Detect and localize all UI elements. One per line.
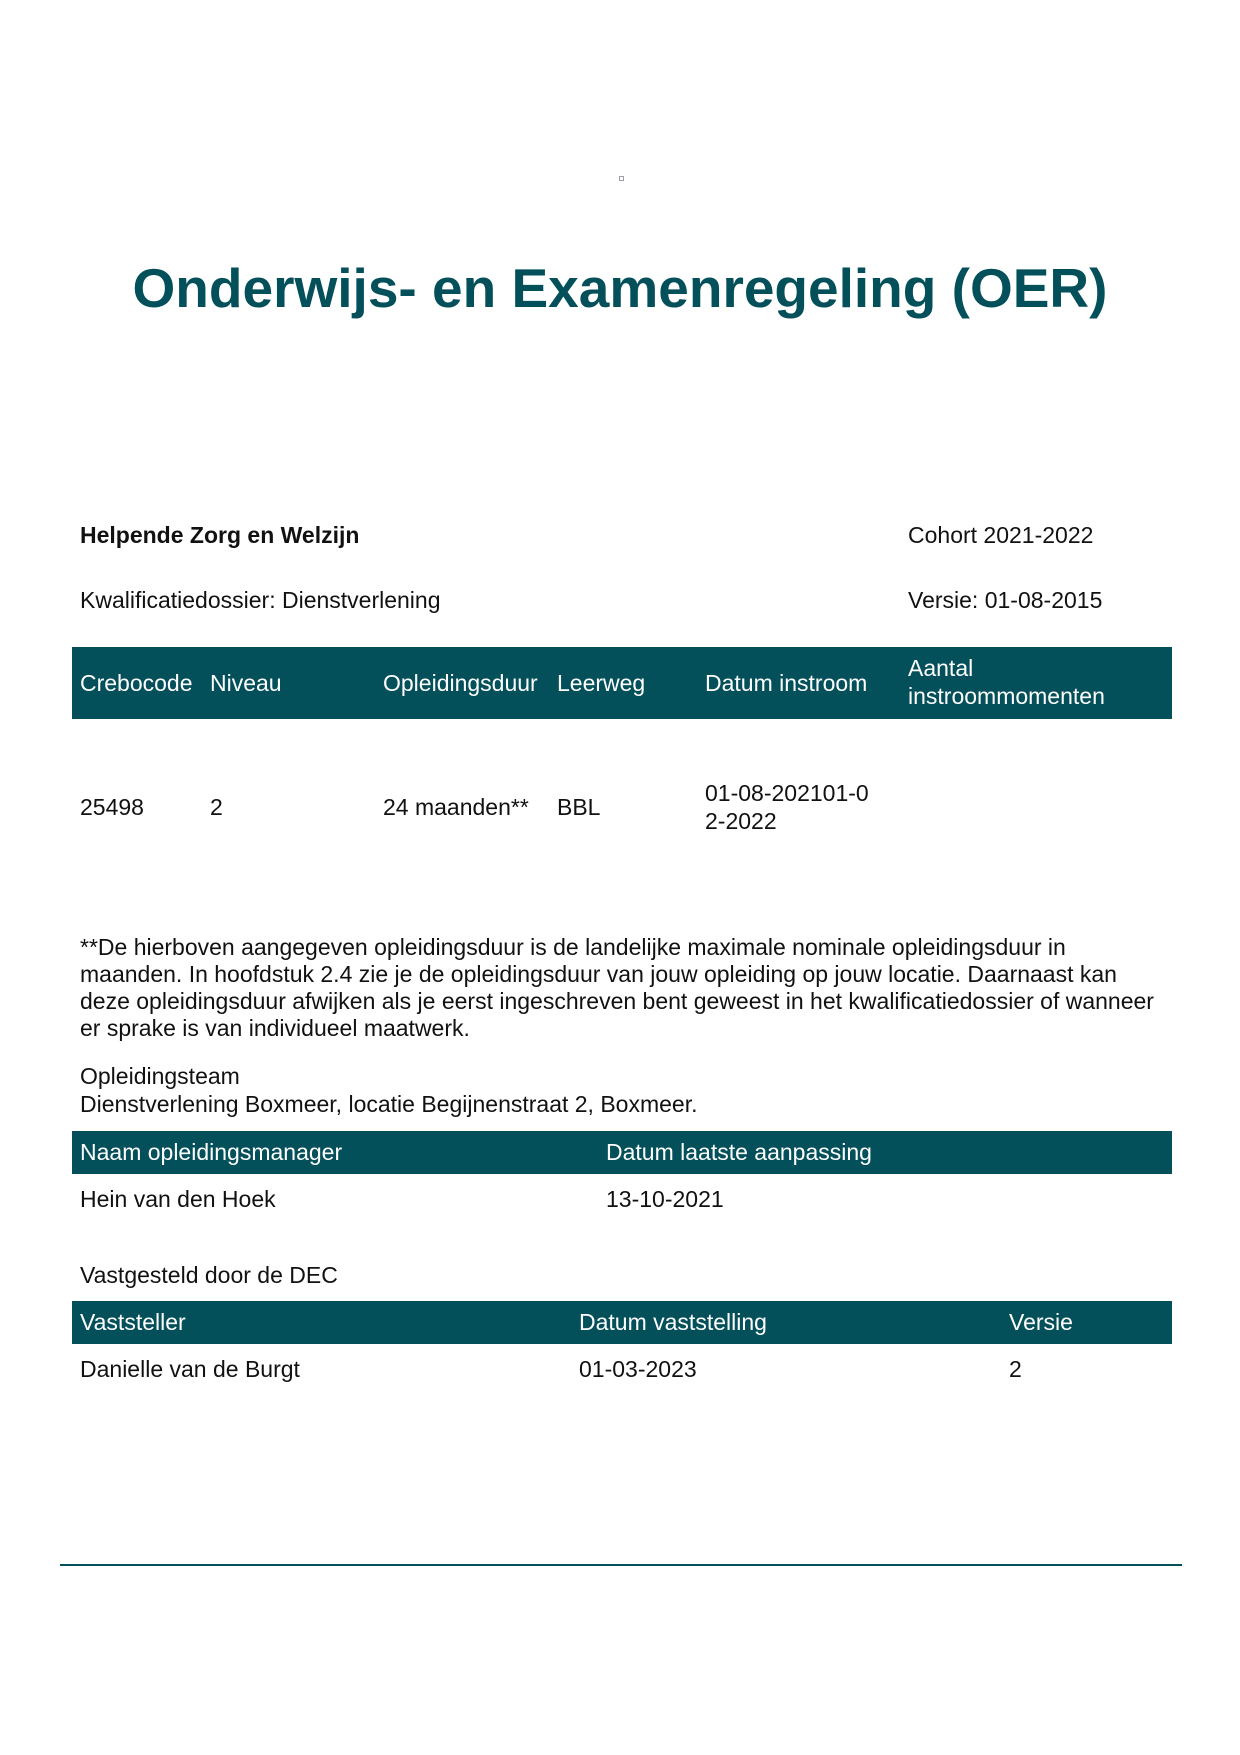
duration-note: **De hierboven aangegeven opleidingsduur is de landelijke maximale nominale opleidingsduur in maanden. In hoofdstuk 2.4 zie je de opleidingsduur van jouw opleiding op jouw locatie. Daarnaast kan deze opleidingsduur afwijken als je eerst ingeschreven bent geweest in het kwalificatiedossier of wanneer er sprake is van individueel maatwerk. [80, 934, 1154, 1041]
cell-last-modified: 13-10-2021 [606, 1186, 724, 1212]
header-vaststeller: Vaststeller [80, 1309, 186, 1335]
cell-crebocode: 25498 [80, 794, 144, 820]
page-title: Onderwijs- en Examenregeling (OER) [132, 257, 1108, 319]
cell-datum-instroom: 01-08-202101-02-2022 [705, 780, 869, 834]
cell-manager-name: Hein van den Hoek [80, 1186, 276, 1212]
header-leerweg: Leerweg [557, 670, 646, 696]
cell-opleidingsduur: 24 maanden** [383, 794, 529, 820]
header-aantal-instroommomenten: Aantal instroommomenten [908, 655, 1105, 709]
team-label: Opleidingsteam [80, 1063, 240, 1089]
image-placeholder-icon [619, 176, 624, 181]
manager-table-row [72, 1178, 1172, 1221]
dossier-label: Kwalificatiedossier: Dienstverlening [80, 587, 441, 613]
header-naam-opleidingsmanager: Naam opleidingsmanager [80, 1139, 343, 1165]
cell-niveau: 2 [210, 794, 223, 820]
header-niveau: Niveau [210, 670, 282, 696]
team-location: Dienstverlening Boxmeer, locatie Begijnenstraat 2, Boxmeer. [80, 1091, 698, 1117]
manager-table-header [72, 1131, 1172, 1174]
header-crebocode: Crebocode [80, 670, 193, 696]
program-name: Helpende Zorg en Welzijn [80, 522, 360, 548]
header-versie: Versie [1009, 1309, 1073, 1335]
cell-datum-vaststelling: 01-03-2023 [579, 1356, 697, 1382]
program-table-row [72, 776, 1172, 836]
dec-label: Vastgesteld door de DEC [80, 1262, 338, 1288]
cohort-label: Cohort 2021-2022 [908, 522, 1094, 548]
program-table-header [72, 647, 1172, 719]
header-datum-instroom: Datum instroom [705, 670, 868, 696]
footer-divider [60, 1564, 1182, 1566]
version-label: Versie: 01-08-2015 [908, 587, 1103, 613]
cell-vaststeller: Danielle van de Burgt [80, 1356, 300, 1382]
dec-table-header [72, 1301, 1172, 1344]
header-opleidingsduur: Opleidingsduur [383, 670, 538, 696]
header-datum-vaststelling: Datum vaststelling [579, 1309, 767, 1335]
cell-leerweg: BBL [557, 794, 601, 820]
header-datum-laatste-aanpassing: Datum laatste aanpassing [606, 1139, 872, 1165]
dec-table-row [72, 1348, 1172, 1391]
cell-versie: 2 [1009, 1356, 1022, 1382]
